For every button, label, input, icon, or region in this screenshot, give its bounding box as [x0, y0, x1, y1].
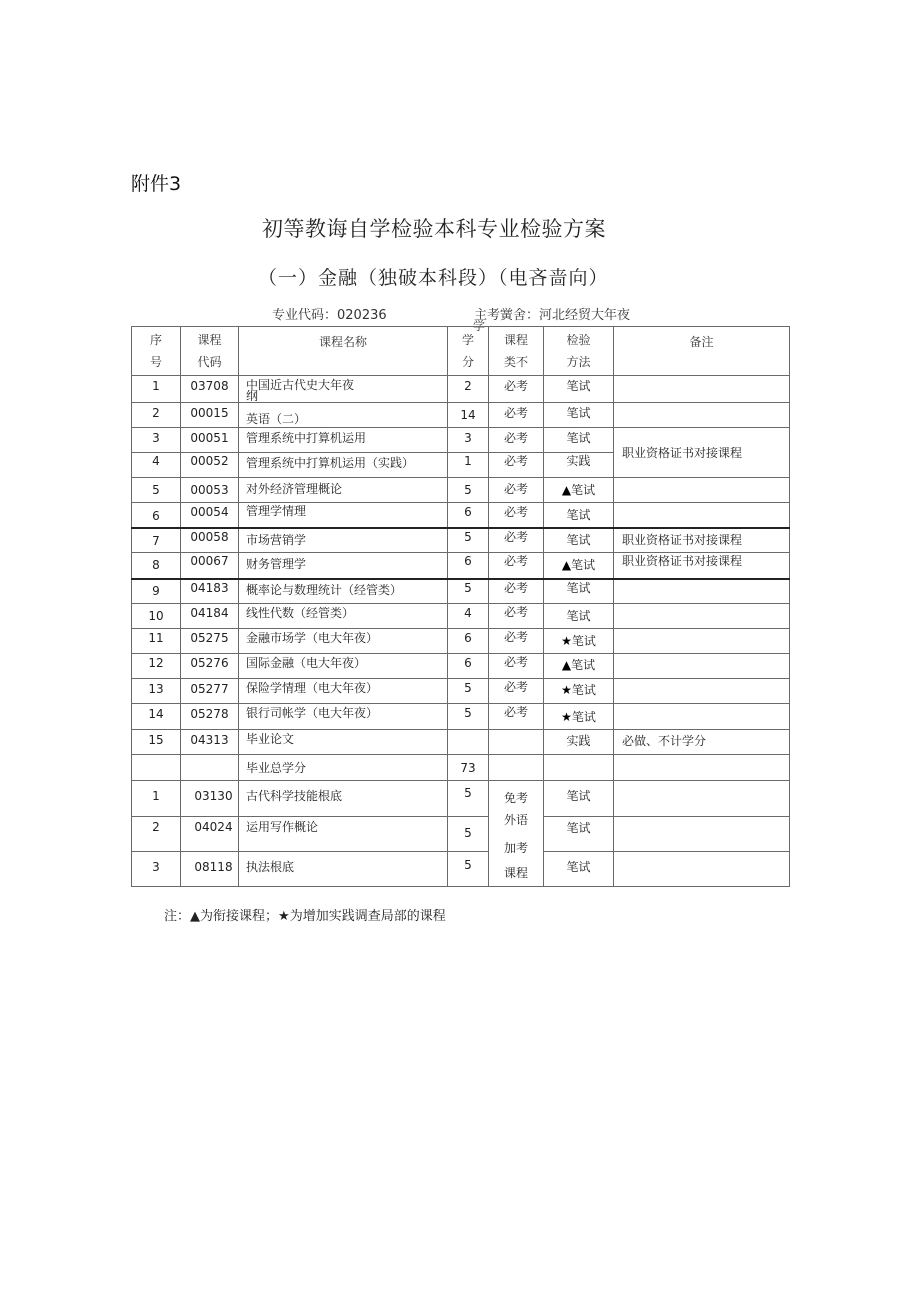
- extra-course-type: 免考 外语 加考 课程: [489, 781, 544, 887]
- attachment-label: 附件3: [131, 173, 182, 195]
- total-credits-row: 毕业总学分 73: [132, 755, 790, 781]
- table-row: 5 00053 对外经济管理概论 5 必考 ▲笔试: [132, 478, 790, 503]
- document-title: 初等教诲自学检验本科专业检验方案: [262, 217, 606, 241]
- exam-plan-table: [131, 326, 790, 887]
- extra-course-row: 2 04024 运用写作概论 5 笔试: [132, 816, 790, 852]
- table-row: 10 04184 线性代数（经管类） 4 必考 笔试: [132, 604, 790, 629]
- header-credit: 学 分: [448, 327, 489, 376]
- table-row: 14 05278 银行司帐学（电大年夜） 5 必考 ★笔试: [132, 704, 790, 730]
- table-row: 4 00052 管理系统中打算机运用（实践） 1 必考 实践: [132, 453, 790, 478]
- merged-note-cell: 职业资格证书对接课程: [614, 428, 790, 478]
- header-method: 检验 方法: [544, 327, 614, 376]
- table-row: 6 00054 管理学情理 6 必考 笔试: [132, 503, 790, 528]
- table-row: 1 03708 中国近古代史大年夜纲 2 必考 笔试: [132, 376, 790, 403]
- table-row: 13 05277 保险学情理（电大年夜） 5 必考 ★笔试: [132, 679, 790, 704]
- extra-course-row: 1 03130 古代科学技能根底 5 免考 外语 加考 课程 笔试: [132, 781, 790, 817]
- triangle-icon: ▲: [561, 658, 572, 672]
- document-subtitle: （一）金融（独破本科段）（电吝啬向）: [258, 267, 609, 289]
- table-row: 11 05275 金融市场学（电大年夜） 6 必考 ★笔试: [132, 629, 790, 654]
- stray-character: 学: [473, 319, 486, 333]
- header-name: 课程名称: [239, 327, 448, 376]
- table-row: 2 00015 英语（二） 14 必考 笔试: [132, 403, 790, 428]
- header-no: 序 号: [132, 327, 181, 376]
- triangle-icon: ▲: [190, 909, 201, 924]
- table-header-row: [132, 327, 790, 376]
- major-code: 专业代码：020236: [272, 308, 387, 323]
- table-row: 7 00058 市场营销学 5 必考 笔试 职业资格证书对接课程: [132, 528, 790, 553]
- triangle-icon: ▲: [561, 558, 572, 572]
- table-row: 9 04183 概率论与数理统计（经管类） 5 必考 笔试: [132, 579, 790, 604]
- header-note: 备注: [614, 327, 790, 376]
- star-icon: ★: [561, 683, 572, 697]
- header-code: 课程 代码: [181, 327, 239, 376]
- triangle-icon: ▲: [561, 483, 572, 497]
- extra-course-row: 3 08118 执法根底 5 笔试: [132, 852, 790, 887]
- table-row: 8 00067 财务管理学 6 必考 ▲笔试 职业资格证书对接课程: [132, 553, 790, 579]
- star-icon: ★: [561, 634, 572, 648]
- examining-school: 主考黉舍：河北经贸大年夜: [474, 308, 631, 323]
- table-row: 15 04313 毕业论文 实践 必做、不计学分: [132, 730, 790, 755]
- header-type: 课程 类不: [489, 327, 544, 376]
- table-row: 3 00051 管理系统中打算机运用 3 必考 笔试 职业资格证书对接课程: [132, 428, 790, 453]
- table-row: 12 05276 国际金融（电大年夜） 6 必考 ▲笔试: [132, 654, 790, 679]
- star-icon: ★: [278, 909, 290, 924]
- star-icon: ★: [561, 710, 572, 724]
- footnote: 注：▲为衔接课程；★为增加实践调查局部的课程: [164, 909, 446, 924]
